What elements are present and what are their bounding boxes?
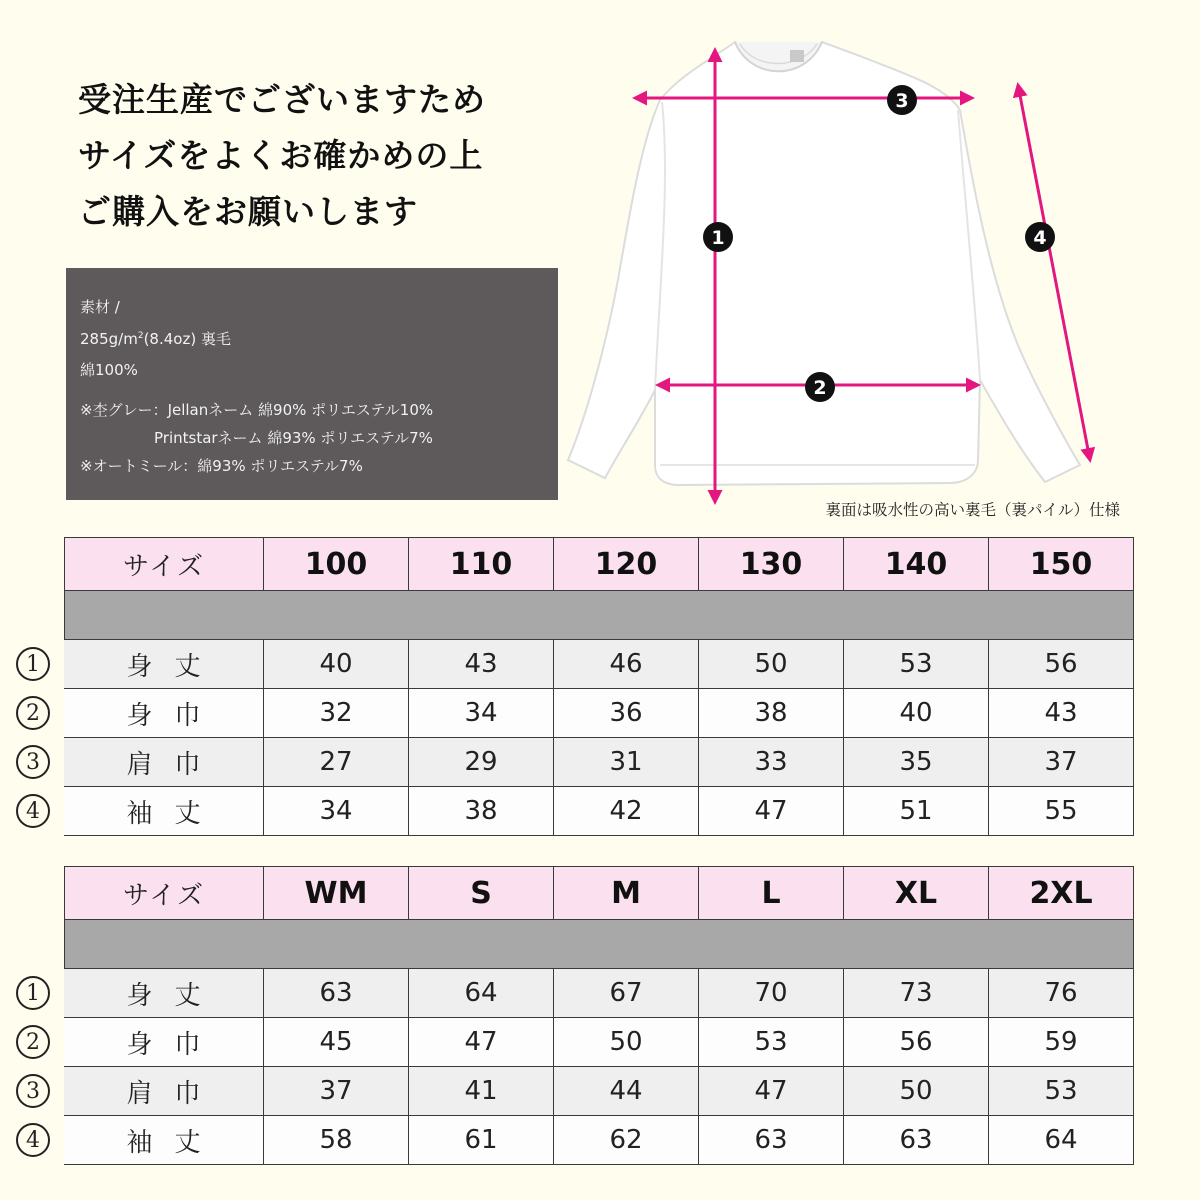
table-cell: 37: [264, 1067, 409, 1116]
table-row: [26, 1018, 1134, 1067]
svg-text:1: 1: [711, 227, 725, 249]
table-cell: 56: [989, 640, 1134, 689]
table-separator-band: [64, 920, 1134, 969]
header-size-col: 140: [844, 537, 989, 591]
table-cell: 33: [699, 738, 844, 787]
table-cell: 40: [844, 689, 989, 738]
table-cell: 32: [264, 689, 409, 738]
table-cell: 64: [409, 969, 554, 1018]
table-header-row: [64, 866, 1134, 920]
table-row: [26, 689, 1134, 738]
header-size-col: WM: [264, 866, 409, 920]
table-cell: 43: [409, 640, 554, 689]
header-size-label: サイズ: [64, 866, 264, 920]
table-cell: 44: [554, 1067, 699, 1116]
header-size-col: 110: [409, 537, 554, 591]
table-cell: 63: [264, 969, 409, 1018]
table-cell: 51: [844, 787, 989, 836]
row-label: 身巾: [64, 1018, 264, 1067]
row-number-circle: 2: [16, 1025, 50, 1059]
table-row: [26, 1116, 1134, 1165]
row-label: 袖丈: [64, 787, 264, 836]
row-number-circle: 3: [16, 1074, 50, 1108]
table-cell: 58: [264, 1116, 409, 1165]
table-cell: 64: [989, 1116, 1134, 1165]
table-cell: 53: [844, 640, 989, 689]
headline-line-2: サイズをよくお確かめの上: [78, 136, 484, 175]
row-label: 身丈: [64, 969, 264, 1018]
table-cell: 47: [409, 1018, 554, 1067]
row-label: 身丈: [64, 640, 264, 689]
svg-text:3: 3: [895, 90, 909, 112]
material-title: 素材 /: [80, 298, 120, 316]
table-cell: 73: [844, 969, 989, 1018]
table-cell: 38: [699, 689, 844, 738]
table-cell: 55: [989, 787, 1134, 836]
material-cotton: 綿100%: [80, 361, 138, 379]
row-number-circle: 4: [16, 1123, 50, 1157]
table-cell: 53: [699, 1018, 844, 1067]
row-label: 肩巾: [64, 738, 264, 787]
table-cell: 47: [699, 787, 844, 836]
material-note-1: ※杢グレー：Jellanネーム 綿90% ポリエステル10%: [80, 401, 434, 419]
row-number-circle: 4: [16, 794, 50, 828]
table-cell: 62: [554, 1116, 699, 1165]
fabric-caption: 裏面は吸水性の高い裏毛（裏パイル）仕様: [825, 501, 1120, 519]
header-size-col: 120: [554, 537, 699, 591]
table-cell: 29: [409, 738, 554, 787]
headline-line-3: ご購入をお願いします: [78, 192, 418, 231]
sweatshirt-figure: [560, 20, 1200, 510]
table-cell: 37: [989, 738, 1134, 787]
header-size-col: 130: [699, 537, 844, 591]
table-cell: 61: [409, 1116, 554, 1165]
header-size-col: XL: [844, 866, 989, 920]
header-size-col: S: [409, 866, 554, 920]
table-cell: 31: [554, 738, 699, 787]
table-row: [26, 738, 1134, 787]
row-label: 肩巾: [64, 1067, 264, 1116]
table-cell: 67: [554, 969, 699, 1018]
material-weight-prefix: 285g/m: [80, 330, 138, 348]
table-cell: 50: [844, 1067, 989, 1116]
material-note-2: Printstarネーム 綿93% ポリエステル7%: [154, 429, 433, 447]
table-separator-band: [64, 591, 1134, 640]
table-row: [26, 1067, 1134, 1116]
marker-3: [887, 85, 917, 115]
table-row: [26, 969, 1134, 1018]
table-cell: 27: [264, 738, 409, 787]
row-label: 袖丈: [64, 1116, 264, 1165]
row-number-circle: 1: [16, 976, 50, 1010]
headline-line-1: 受注生産でございますため: [78, 80, 486, 119]
table-row: [26, 640, 1134, 689]
table-cell: 63: [699, 1116, 844, 1165]
material-weight: [80, 328, 231, 349]
material-note-3: ※オートミール：綿93% ポリエステル7%: [80, 457, 363, 475]
table-cell: 38: [409, 787, 554, 836]
table-cell: 36: [554, 689, 699, 738]
row-number-circle: 1: [16, 647, 50, 681]
table-cell: 53: [989, 1067, 1134, 1116]
row-number-circle: 3: [16, 745, 50, 779]
header-size-label: サイズ: [64, 537, 264, 591]
material-weight-suffix: (8.4oz) 裏毛: [143, 330, 231, 348]
table-cell: 47: [699, 1067, 844, 1116]
marker-2: [805, 372, 835, 402]
table-cell: 76: [989, 969, 1134, 1018]
header-size-col: M: [554, 866, 699, 920]
row-number-circle: 2: [16, 696, 50, 730]
table-cell: 63: [844, 1116, 989, 1165]
svg-text:2: 2: [813, 377, 827, 399]
table-cell: 46: [554, 640, 699, 689]
table-cell: 56: [844, 1018, 989, 1067]
table-cell: 34: [409, 689, 554, 738]
table-cell: 42: [554, 787, 699, 836]
table-cell: 34: [264, 787, 409, 836]
svg-text:4: 4: [1033, 227, 1047, 249]
header-size-col: 100: [264, 537, 409, 591]
table-cell: 70: [699, 969, 844, 1018]
sweatshirt-body: [568, 42, 1080, 485]
table-cell: 41: [409, 1067, 554, 1116]
table-cell: 43: [989, 689, 1134, 738]
material-box: [66, 268, 558, 500]
table-cell: 59: [989, 1018, 1134, 1067]
table-cell: 40: [264, 640, 409, 689]
headline: [78, 72, 486, 240]
header-size-col: L: [699, 866, 844, 920]
table-cell: 35: [844, 738, 989, 787]
table-cell: 50: [699, 640, 844, 689]
table-cell: 50: [554, 1018, 699, 1067]
table-header-row: [64, 537, 1134, 591]
material-weight-sup: 2: [137, 331, 144, 341]
header-size-col: 150: [989, 537, 1134, 591]
table-cell: 45: [264, 1018, 409, 1067]
header-size-col: 2XL: [989, 866, 1134, 920]
row-label: 身巾: [64, 689, 264, 738]
marker-1: [703, 222, 733, 252]
marker-4: [1025, 222, 1055, 252]
table-row: [26, 787, 1134, 836]
